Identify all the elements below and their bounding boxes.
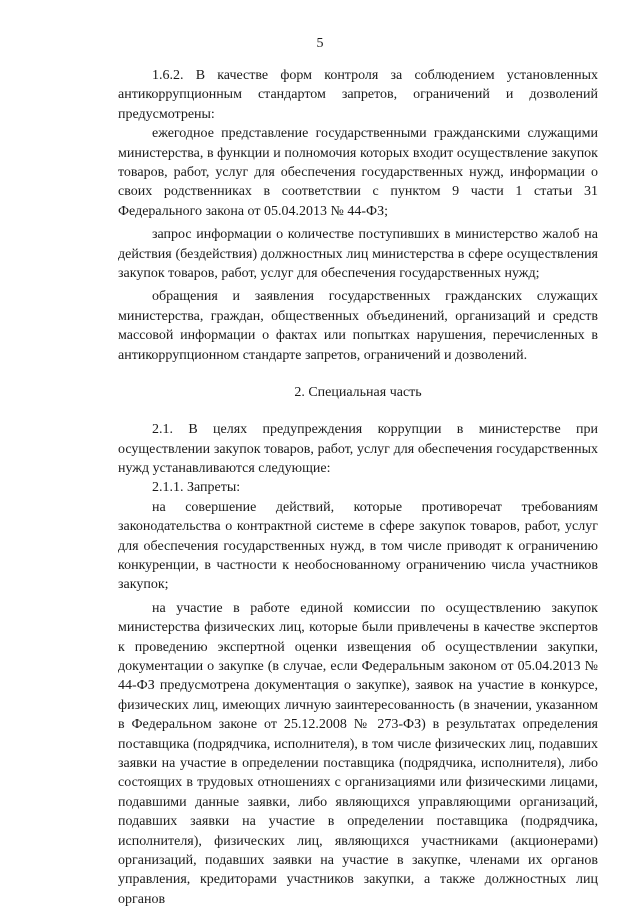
paragraph-2-1-1: 2.1.1. Запреты: <box>152 480 241 496</box>
page-number: 5 <box>316 36 324 51</box>
paragraph-prohibition-actions: на совершение действий, которые противоречат требованиям законодательства о контрактной системе в сфере закупок товаров, работ, услуг для обеспечения государственных нужд, в том числе приводят к ограничению конкуренции, в частности к необоснованному ограничению числа участников закупок; <box>118 499 598 593</box>
section-heading: 2. Специальная часть <box>294 385 422 401</box>
paragraph-prohibition-commission: на участие в работе единой комиссии по осуществлению закупок министерства физических лиц, которые были привлечены в качестве экспертов к проведению экспертной оценки извещения об осуществлении закупки, документации о закупке (в случае, если Федеральным законом от 05.04.2013 № 44-ФЗ предусмотрена документация о закупке), заявок на участие в конкурсе, физических лиц, имеющих личную заинтересованность (в значении, указанном в Федеральном законе от 25.12.2008 № 273-ФЗ) в результатах определения поставщика (подрядчика, исполнителя), в том числе физических лиц, подавших заявки на участие в определении поставщика (подрядчика, исполнителя), либо состоящих в трудовых отношениях с организациями или физическими лицами, подавшими данные заявки, либо являющихся управляющими организаций, подавших заявки на участие в определении поставщика (подрядчика, исполнителя), физических лиц, являющихся участниками (акционерами) организаций, подавших заявки на участие в закупке, членами их органов управления, кредиторами участников закупки, а также должностных лиц органов <box>118 600 598 907</box>
paragraph-appeals: обращения и заявления государственных гражданских служащих министерства, граждан, общественных объединений, организаций и средств массовой информации о фактах или попытках нарушения, перечисленных в антикоррупционном стандарте запретов, ограничений и дозволений. <box>118 289 598 363</box>
paragraph-2-1: 2.1. В целях предупреждения коррупции в министерстве при осуществлении закупок товаров, работ, услуг для обеспечения государственных нужд устанавливаются следующие: <box>118 422 598 476</box>
paragraph-annual-submission: ежегодное представление государственными гражданскими служащими министерства, в функции и полномочия которых входит осуществление закупок товаров, работ, услуг для обеспечения государственных нужд, информации о своих родственниках в соответствии с пунктом 9 части 1 статьи 31 Федерального закона от 05.04.2013 № 44-ФЗ; <box>118 126 598 219</box>
document-body <box>118 66 598 909</box>
paragraph-information-request: запрос информации о количестве поступивших в министерство жалоб на действия (бездействия) должностных лиц министерства в сфере осуществления закупок товаров, работ, услуг для обеспечения государственных нужд; <box>118 227 598 282</box>
paragraph-1-6-2: 1.6.2. В качестве форм контроля за соблюдением установленных антикоррупционным стандартом запретов, ограничений и дозволений предусмотрены: <box>118 68 598 122</box>
